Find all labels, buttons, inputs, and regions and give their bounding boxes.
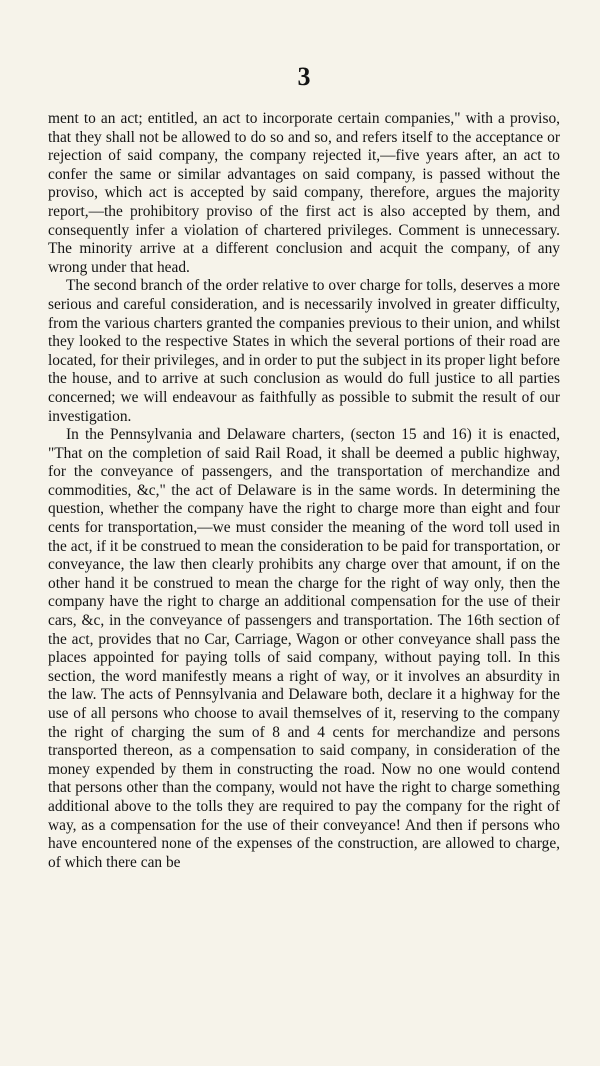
paragraph-2: The second branch of the order relative to over charge for tolls, deserves a more serious and careful consideration, and is necessarily involved in greater difficulty, from the various charters granted the companies previous to their union, and whilst they looked to the respective States in which the several portions of their road are located, for their privileges, and in order to put the subject in its proper light before the house, and to arrive at such conclusion as would do full justice to all parties concerned; we will endeavour as faithfully as possible to submit the result of our investigation. xyxy=(48,277,560,425)
paragraph-3: In the Pennsylvania and Delaware charters, (secton 15 and 16) it is enacted, "That on the completion of said Rail Road, it shall be deemed a public highway, for the conveyance of passengers, and the transportation of merchandize and commodities, &c," the act of Delaware is in the same words. In determining the question, whether the company have the right to charge more than eight and four cents for transportation,—we must consider the meaning of the word toll used in the act, if it be construed to mean the consideration to be paid for transportation, or conveyance, the law then clearly prohibits any charge over that amount, if on the other hand it be construed to mean the charge for the right of way only, then the company have the right to charge an additional compensation for the use of their cars, &c, in the conveyance of passengers and transportation. The 16th section of the act, provides that no Car, Carriage, Wagon or other conveyance shall pass the places appointed for paying tolls of said company, without paying toll. In this section, the word manifestly means a right of way, or it involves an absurdity in the law. The acts of Pennsylvania and Delaware both, declare it a highway for the use of all persons who choose to avail themselves of it, reserving to the company the right of charging the sum of 8 and 4 cents for merchandize and persons transported thereon, as a compensation to said company, in consideration of the money expended by them in constructing the road. Now no one would contend that persons other than the company, would not have the right to charge something additional above to the tolls they are required to pay the company for the right of way, as a compensation for the use of their conveyance! And then if persons who have encountered none of the expenses of the construction, are allowed to charge, of which there can be xyxy=(48,426,560,871)
paragraph-1: ment to an act; entitled, an act to incorporate certain companies," with a proviso, that they shall not be allowed to do so and so, and refers itself to the acceptance or rejection of said company, the company rejected it,—five years after, an act to confer the same or similar advantages on said company, is passed without the proviso, which act is accepted by said company, therefore, argues the majority report,—the prohibitory proviso of the first act is also accepted by them, and consequently infer a violation of chartered privileges. Comment is unnecessary. The minority arrive at a different conclusion and acquit the company, of any wrong under that head. xyxy=(48,110,560,276)
body-text xyxy=(48,110,560,872)
page-number: 3 xyxy=(297,62,311,91)
